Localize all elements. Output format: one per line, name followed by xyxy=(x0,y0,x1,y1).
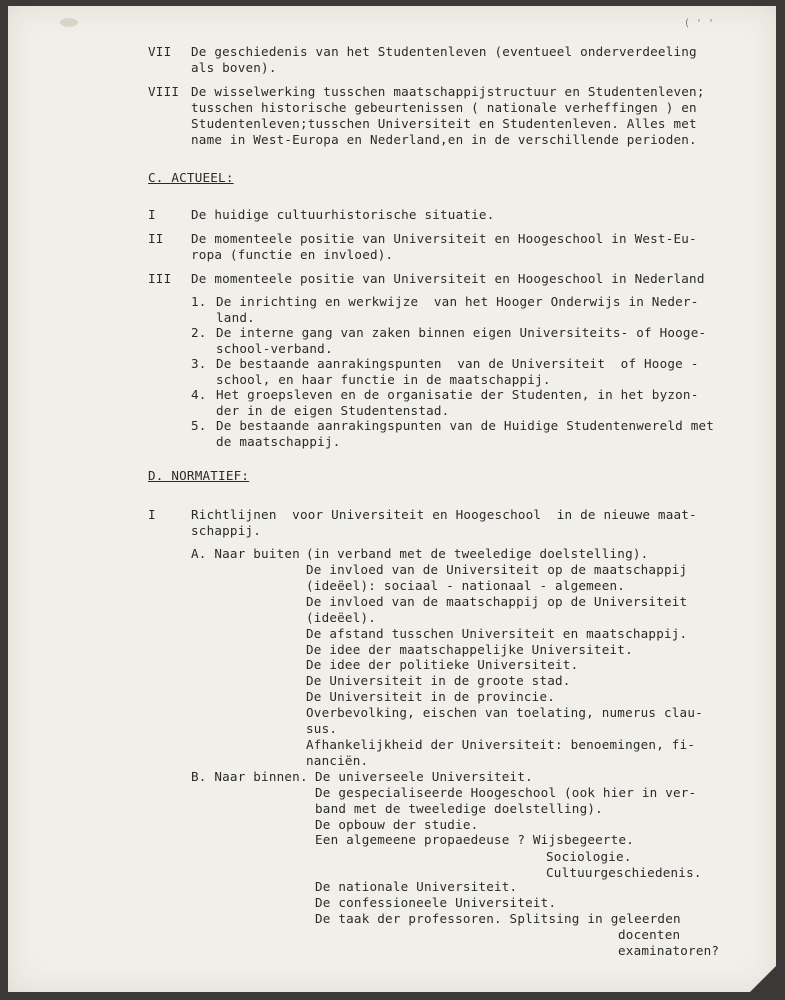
text-line: als boven). xyxy=(191,60,277,75)
text-line: Studentenleven;tusschen Universiteit en Studentenleven. Alles met xyxy=(191,116,697,131)
text-line: De inrichting en werkwijze van het Hooger Onderwijs in Neder- xyxy=(216,294,699,309)
text-line: (in verband met de tweeledige doelstelling). xyxy=(306,546,649,561)
text-line: (ideëel). xyxy=(306,609,377,625)
text-line: Een algemeene propaedeuse ? Wijsbegeerte. xyxy=(315,832,635,848)
text-line: tusschen historische gebeurtenissen ( nationale verheffingen ) en xyxy=(191,100,697,115)
text-line: De Universiteit in de groote stad. xyxy=(306,673,571,689)
text-line: sus. xyxy=(306,721,338,736)
text-line: nanciën. xyxy=(306,752,369,768)
text-line: De afstand tusschen Universiteit en maatschappij. xyxy=(306,625,688,641)
text-line: Afhankelijkheid der Universiteit: benoemingen, fi- xyxy=(306,736,696,752)
text-line: name in West-Europa en Nederland,en in de verschillende perioden. xyxy=(191,132,697,147)
subitem-number: 3. xyxy=(191,356,207,371)
subitem-number: 1. xyxy=(191,294,207,309)
item-number: VII xyxy=(148,44,172,59)
punch-mark xyxy=(60,18,78,27)
text-line: ropa (functie en invloed). xyxy=(191,247,394,262)
subitem-number: 4. xyxy=(191,387,207,402)
text-line: De huidige cultuurhistorische situatie. xyxy=(191,207,495,222)
text-line: de maatschappij. xyxy=(216,434,341,449)
text-line: De wisselwerking tusschen maatschappijstructuur en Studentenleven; xyxy=(191,84,705,99)
text-line: De bestaande aanrakingspunten van de Huidige Studentenwereld met xyxy=(216,418,715,433)
item-number: III xyxy=(148,271,172,286)
subsection-label-a: A. Naar buiten xyxy=(191,546,300,561)
text-line: (ideëel): sociaal - nationaal - algemeen. xyxy=(306,577,626,593)
text-line: Het groepsleven en de organisatie der Studenten, in het byzon- xyxy=(216,387,699,402)
text-line: Overbevolking, eischen van toelating, numerus clau- xyxy=(306,705,703,721)
text-line: De taak der professoren. Splitsing in geleerden xyxy=(315,910,681,926)
item-number: I xyxy=(148,207,156,222)
section-heading-actueel: C. ACTUEEL: xyxy=(148,170,234,185)
text-line: De invloed van de Universiteit op de maatschappij xyxy=(306,562,688,577)
subitem-number: 5. xyxy=(191,418,207,433)
item-number: II xyxy=(148,231,164,246)
text-line: der in de eigen Studentenstad. xyxy=(216,403,450,418)
folded-corner xyxy=(750,966,776,992)
text-line: De universeele Universiteit. xyxy=(315,769,533,784)
text-line: Sociologie. xyxy=(546,849,632,864)
text-line: De confessioneele Universiteit. xyxy=(315,894,557,910)
document-page xyxy=(8,6,776,992)
text-line: school-verband. xyxy=(216,341,333,356)
text-line: De opbouw der studie. xyxy=(315,816,479,832)
text-line: De geschiedenis van het Studentenleven (eventueel onderverdeeling xyxy=(191,44,697,59)
item-number: I xyxy=(148,507,156,522)
corner-mark: ( ' ' xyxy=(683,18,714,29)
text-line: De momenteele positie van Universiteit en Hoogeschool in West-Eu- xyxy=(191,231,697,246)
text-line: De interne gang van zaken binnen eigen Universiteits- of Hooge- xyxy=(216,325,707,340)
text-line: schappij. xyxy=(191,523,262,538)
section-heading-normatief: D. NORMATIEF: xyxy=(148,468,250,483)
text-line: band met de tweeledige doelstelling). xyxy=(315,800,603,816)
text-line: De gespecialiseerde Hoogeschool (ook hier in ver- xyxy=(315,785,697,800)
subitem-number: 2. xyxy=(191,325,207,340)
subsection-label-b: B. Naar binnen. xyxy=(191,769,308,784)
text-line: school, en haar functie in de maatschappij. xyxy=(216,372,551,387)
text-line: docenten xyxy=(618,927,681,942)
item-number: VIII xyxy=(148,84,180,99)
text-line: De invloed van de maatschappij op de Universiteit xyxy=(306,593,688,609)
text-line: De idee der politieke Universiteit. xyxy=(306,657,579,673)
text-line: examinatoren? xyxy=(618,942,720,958)
text-line: De momenteele positie van Universiteit en Hoogeschool in Nederland xyxy=(191,271,705,286)
text-line: De nationale Universiteit. xyxy=(315,879,518,894)
text-line: Richtlijnen voor Universiteit en Hoogeschool in de nieuwe maat- xyxy=(191,507,697,522)
text-line: De idee der maatschappelijke Universiteit. xyxy=(306,641,633,657)
text-line: Cultuurgeschiedenis. xyxy=(546,864,702,880)
text-line: land. xyxy=(216,310,255,325)
text-line: De Universiteit in de provincie. xyxy=(306,689,556,705)
text-line: De bestaande aanrakingspunten van de Universiteit of Hooge - xyxy=(216,356,699,371)
